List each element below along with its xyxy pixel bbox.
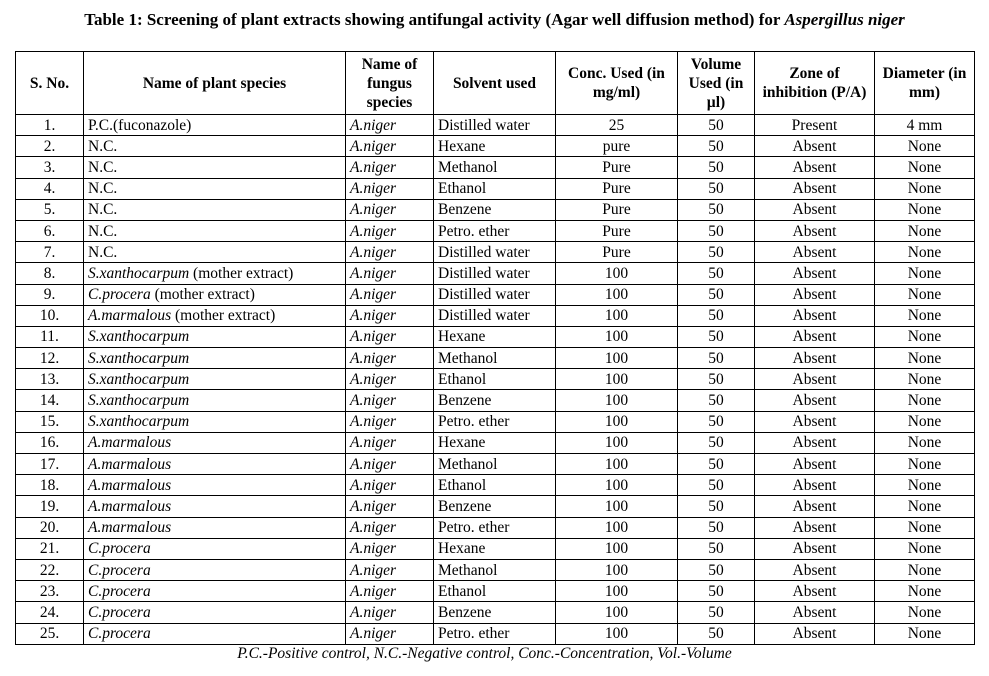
cell-volume: 50 xyxy=(678,496,755,517)
species-italic: A.marmalous xyxy=(88,497,172,515)
cell-volume: 50 xyxy=(678,115,755,136)
cell-conc: 100 xyxy=(556,623,678,644)
cell-volume: 50 xyxy=(678,284,755,305)
cell-species xyxy=(84,305,346,326)
cell-solvent: Distilled water xyxy=(434,242,556,263)
species-suffix: (mother extract) xyxy=(150,286,255,304)
cell-zone: Absent xyxy=(755,496,875,517)
cell-solvent: Distilled water xyxy=(434,284,556,305)
cell-species xyxy=(84,623,346,644)
header-conc: Conc. Used (in mg/ml) xyxy=(556,52,678,115)
cell-fungus: A.niger xyxy=(346,496,434,517)
species-name: N.C. xyxy=(88,180,118,198)
cell-species xyxy=(84,581,346,602)
cell-fungus: A.niger xyxy=(346,411,434,432)
cell-sno: 5. xyxy=(16,199,84,220)
cell-solvent: Benzene xyxy=(434,199,556,220)
cell-zone: Absent xyxy=(755,305,875,326)
species-italic: S.xanthocarpum xyxy=(88,413,190,431)
cell-conc: 100 xyxy=(556,284,678,305)
cell-sno: 12. xyxy=(16,348,84,369)
cell-diameter: None xyxy=(875,602,975,623)
cell-sno: 7. xyxy=(16,242,84,263)
species-name: N.C. xyxy=(88,243,118,261)
cell-sno: 17. xyxy=(16,454,84,475)
species-name: N.C. xyxy=(88,158,118,176)
cell-volume: 50 xyxy=(678,581,755,602)
species-italic: C.procera xyxy=(88,603,151,621)
cell-conc: Pure xyxy=(556,199,678,220)
species-suffix: (mother extract) xyxy=(189,264,294,282)
cell-zone: Absent xyxy=(755,432,875,453)
species-italic: S.xanthocarpum xyxy=(88,264,190,282)
cell-zone: Absent xyxy=(755,411,875,432)
cell-volume: 50 xyxy=(678,623,755,644)
species-suffix: (mother extract) xyxy=(171,307,276,325)
cell-solvent: Ethanol xyxy=(434,178,556,199)
cell-sno: 16. xyxy=(16,432,84,453)
cell-diameter: None xyxy=(875,559,975,580)
cell-conc: 100 xyxy=(556,369,678,390)
cell-diameter: None xyxy=(875,496,975,517)
table-row xyxy=(16,432,975,453)
cell-solvent: Methanol xyxy=(434,559,556,580)
cell-volume: 50 xyxy=(678,305,755,326)
cell-conc: Pure xyxy=(556,178,678,199)
cell-species xyxy=(84,263,346,284)
species-italic: A.marmalous xyxy=(88,455,172,473)
cell-sno: 8. xyxy=(16,263,84,284)
table-row xyxy=(16,538,975,559)
cell-diameter: None xyxy=(875,326,975,347)
cell-species xyxy=(84,496,346,517)
cell-volume: 50 xyxy=(678,454,755,475)
cell-fungus: A.niger xyxy=(346,369,434,390)
results-table xyxy=(15,51,975,645)
cell-zone: Absent xyxy=(755,454,875,475)
cell-fungus: A.niger xyxy=(346,178,434,199)
cell-species xyxy=(84,348,346,369)
cell-species xyxy=(84,369,346,390)
cell-solvent: Hexane xyxy=(434,538,556,559)
table-row xyxy=(16,136,975,157)
cell-conc: 25 xyxy=(556,115,678,136)
table-row xyxy=(16,496,975,517)
cell-fungus: A.niger xyxy=(346,475,434,496)
cell-species xyxy=(84,326,346,347)
cell-zone: Absent xyxy=(755,178,875,199)
cell-solvent: Petro. ether xyxy=(434,517,556,538)
table-row xyxy=(16,369,975,390)
table-row xyxy=(16,411,975,432)
cell-conc: Pure xyxy=(556,220,678,241)
cell-zone: Absent xyxy=(755,623,875,644)
cell-conc: 100 xyxy=(556,326,678,347)
cell-zone: Present xyxy=(755,115,875,136)
cell-volume: 50 xyxy=(678,199,755,220)
cell-diameter: None xyxy=(875,432,975,453)
cell-sno: 1. xyxy=(16,115,84,136)
cell-solvent: Methanol xyxy=(434,348,556,369)
cell-fungus: A.niger xyxy=(346,538,434,559)
cell-solvent: Distilled water xyxy=(434,115,556,136)
table-row xyxy=(16,326,975,347)
cell-zone: Absent xyxy=(755,348,875,369)
cell-volume: 50 xyxy=(678,242,755,263)
cell-species xyxy=(84,432,346,453)
header-volume: Volume Used (in µl) xyxy=(678,52,755,115)
species-name: N.C. xyxy=(88,201,118,219)
cell-zone: Absent xyxy=(755,559,875,580)
cell-species xyxy=(84,538,346,559)
cell-sno: 22. xyxy=(16,559,84,580)
cell-sno: 11. xyxy=(16,326,84,347)
cell-volume: 50 xyxy=(678,326,755,347)
cell-sno: 21. xyxy=(16,538,84,559)
species-italic: A.marmalous xyxy=(88,519,172,537)
table-row xyxy=(16,263,975,284)
cell-species xyxy=(84,136,346,157)
species-italic: S.xanthocarpum xyxy=(88,328,190,346)
cell-species xyxy=(84,220,346,241)
cell-conc: 100 xyxy=(556,496,678,517)
cell-zone: Absent xyxy=(755,538,875,559)
cell-conc: 100 xyxy=(556,581,678,602)
cell-sno: 24. xyxy=(16,602,84,623)
cell-solvent: Ethanol xyxy=(434,369,556,390)
cell-conc: 100 xyxy=(556,432,678,453)
cell-solvent: Distilled water xyxy=(434,263,556,284)
cell-zone: Absent xyxy=(755,369,875,390)
table-row xyxy=(16,220,975,241)
cell-solvent: Benzene xyxy=(434,602,556,623)
cell-solvent: Benzene xyxy=(434,390,556,411)
species-italic: C.procera xyxy=(88,561,151,579)
species-italic: C.procera xyxy=(88,582,151,600)
cell-sno: 23. xyxy=(16,581,84,602)
cell-volume: 50 xyxy=(678,390,755,411)
species-name: N.C. xyxy=(88,222,118,240)
cell-diameter: 4 mm xyxy=(875,115,975,136)
cell-sno: 18. xyxy=(16,475,84,496)
cell-solvent: Methanol xyxy=(434,157,556,178)
cell-species xyxy=(84,157,346,178)
cell-zone: Absent xyxy=(755,220,875,241)
header-fungus: Name of fungus species xyxy=(346,52,434,115)
cell-sno: 13. xyxy=(16,369,84,390)
cell-zone: Absent xyxy=(755,390,875,411)
cell-zone: Absent xyxy=(755,242,875,263)
cell-fungus: A.niger xyxy=(346,199,434,220)
cell-species xyxy=(84,390,346,411)
cell-zone: Absent xyxy=(755,326,875,347)
cell-species xyxy=(84,178,346,199)
cell-sno: 6. xyxy=(16,220,84,241)
cell-species xyxy=(84,284,346,305)
table-row xyxy=(16,623,975,644)
cell-volume: 50 xyxy=(678,475,755,496)
table-row xyxy=(16,115,975,136)
header-zone: Zone of inhibition (P/A) xyxy=(755,52,875,115)
cell-conc: 100 xyxy=(556,411,678,432)
cell-solvent: Benzene xyxy=(434,496,556,517)
cell-fungus: A.niger xyxy=(346,348,434,369)
cell-fungus: A.niger xyxy=(346,454,434,475)
header-species: Name of plant species xyxy=(84,52,346,115)
table-body xyxy=(16,115,975,645)
cell-species xyxy=(84,411,346,432)
cell-volume: 50 xyxy=(678,538,755,559)
table-row xyxy=(16,475,975,496)
cell-diameter: None xyxy=(875,284,975,305)
cell-diameter: None xyxy=(875,517,975,538)
cell-diameter: None xyxy=(875,348,975,369)
cell-fungus: A.niger xyxy=(346,305,434,326)
cell-volume: 50 xyxy=(678,220,755,241)
table-row xyxy=(16,305,975,326)
cell-sno: 14. xyxy=(16,390,84,411)
cell-fungus: A.niger xyxy=(346,623,434,644)
header-sno: S. No. xyxy=(16,52,84,115)
cell-conc: 100 xyxy=(556,454,678,475)
cell-solvent: Ethanol xyxy=(434,475,556,496)
table-row xyxy=(16,157,975,178)
table-row xyxy=(16,178,975,199)
species-name: P.C.(fuconazole) xyxy=(88,116,192,134)
cell-zone: Absent xyxy=(755,581,875,602)
cell-diameter: None xyxy=(875,475,975,496)
cell-species xyxy=(84,517,346,538)
cell-solvent: Hexane xyxy=(434,136,556,157)
species-italic: C.procera xyxy=(88,286,151,304)
cell-diameter: None xyxy=(875,623,975,644)
title-organism: Aspergillus niger xyxy=(784,10,905,29)
species-italic: S.xanthocarpum xyxy=(88,370,190,388)
cell-conc: 100 xyxy=(556,263,678,284)
cell-sno: 2. xyxy=(16,136,84,157)
cell-fungus: A.niger xyxy=(346,559,434,580)
cell-diameter: None xyxy=(875,220,975,241)
cell-fungus: A.niger xyxy=(346,284,434,305)
cell-volume: 50 xyxy=(678,411,755,432)
cell-sno: 10. xyxy=(16,305,84,326)
cell-diameter: None xyxy=(875,411,975,432)
cell-fungus: A.niger xyxy=(346,136,434,157)
table-row xyxy=(16,581,975,602)
cell-fungus: A.niger xyxy=(346,581,434,602)
table-row xyxy=(16,559,975,580)
cell-species xyxy=(84,454,346,475)
cell-solvent: Petro. ether xyxy=(434,623,556,644)
table-header xyxy=(16,52,975,115)
cell-volume: 50 xyxy=(678,369,755,390)
table-row xyxy=(16,517,975,538)
table-row xyxy=(16,602,975,623)
cell-species xyxy=(84,559,346,580)
cell-volume: 50 xyxy=(678,432,755,453)
cell-fungus: A.niger xyxy=(346,242,434,263)
cell-volume: 50 xyxy=(678,136,755,157)
cell-volume: 50 xyxy=(678,263,755,284)
cell-volume: 50 xyxy=(678,559,755,580)
cell-diameter: None xyxy=(875,136,975,157)
cell-species xyxy=(84,115,346,136)
cell-fungus: A.niger xyxy=(346,602,434,623)
cell-fungus: A.niger xyxy=(346,432,434,453)
table-footnote: P.C.-Positive control, N.C.-Negative control, Conc.-Concentration, Vol.-Volume xyxy=(237,645,732,662)
species-name: N.C. xyxy=(88,137,118,155)
cell-conc: 100 xyxy=(556,305,678,326)
species-italic: A.marmalous xyxy=(88,476,172,494)
header-diameter: Diameter (in mm) xyxy=(875,52,975,115)
cell-conc: pure xyxy=(556,136,678,157)
cell-species xyxy=(84,242,346,263)
cell-zone: Absent xyxy=(755,157,875,178)
cell-diameter: None xyxy=(875,369,975,390)
cell-conc: Pure xyxy=(556,157,678,178)
cell-solvent: Methanol xyxy=(434,454,556,475)
table-title xyxy=(0,10,989,30)
cell-volume: 50 xyxy=(678,178,755,199)
cell-sno: 15. xyxy=(16,411,84,432)
cell-sno: 20. xyxy=(16,517,84,538)
cell-fungus: A.niger xyxy=(346,157,434,178)
cell-diameter: None xyxy=(875,581,975,602)
cell-zone: Absent xyxy=(755,136,875,157)
cell-volume: 50 xyxy=(678,517,755,538)
cell-solvent: Petro. ether xyxy=(434,411,556,432)
table-row xyxy=(16,199,975,220)
species-italic: C.procera xyxy=(88,625,151,643)
cell-diameter: None xyxy=(875,454,975,475)
cell-diameter: None xyxy=(875,157,975,178)
cell-diameter: None xyxy=(875,390,975,411)
table-row xyxy=(16,390,975,411)
cell-zone: Absent xyxy=(755,263,875,284)
cell-zone: Absent xyxy=(755,517,875,538)
cell-conc: 100 xyxy=(556,390,678,411)
cell-diameter: None xyxy=(875,305,975,326)
species-italic: S.xanthocarpum xyxy=(88,392,190,410)
cell-zone: Absent xyxy=(755,602,875,623)
cell-diameter: None xyxy=(875,263,975,284)
cell-diameter: None xyxy=(875,538,975,559)
cell-conc: 100 xyxy=(556,517,678,538)
cell-zone: Absent xyxy=(755,284,875,305)
cell-solvent: Hexane xyxy=(434,432,556,453)
header-solvent: Solvent used xyxy=(434,52,556,115)
cell-species xyxy=(84,199,346,220)
species-italic: A.marmalous xyxy=(88,434,172,452)
species-italic: S.xanthocarpum xyxy=(88,349,190,367)
cell-solvent: Distilled water xyxy=(434,305,556,326)
cell-fungus: A.niger xyxy=(346,263,434,284)
cell-conc: 100 xyxy=(556,602,678,623)
cell-zone: Absent xyxy=(755,475,875,496)
cell-diameter: None xyxy=(875,242,975,263)
table-row xyxy=(16,284,975,305)
cell-volume: 50 xyxy=(678,602,755,623)
cell-sno: 25. xyxy=(16,623,84,644)
cell-conc: 100 xyxy=(556,348,678,369)
species-italic: C.procera xyxy=(88,540,151,558)
cell-fungus: A.niger xyxy=(346,220,434,241)
cell-species xyxy=(84,475,346,496)
cell-fungus: A.niger xyxy=(346,390,434,411)
cell-sno: 4. xyxy=(16,178,84,199)
cell-fungus: A.niger xyxy=(346,115,434,136)
cell-volume: 50 xyxy=(678,348,755,369)
table-row xyxy=(16,242,975,263)
cell-diameter: None xyxy=(875,178,975,199)
table-row xyxy=(16,454,975,475)
cell-solvent: Ethanol xyxy=(434,581,556,602)
cell-diameter: None xyxy=(875,199,975,220)
title-prefix: Table 1: Screening of plant extracts showing antifungal activity (Agar well diffusion method) for xyxy=(84,10,785,29)
cell-solvent: Petro. ether xyxy=(434,220,556,241)
cell-conc: 100 xyxy=(556,538,678,559)
cell-conc: 100 xyxy=(556,559,678,580)
cell-zone: Absent xyxy=(755,199,875,220)
cell-sno: 3. xyxy=(16,157,84,178)
cell-species xyxy=(84,602,346,623)
cell-sno: 9. xyxy=(16,284,84,305)
cell-sno: 19. xyxy=(16,496,84,517)
cell-fungus: A.niger xyxy=(346,326,434,347)
cell-conc: Pure xyxy=(556,242,678,263)
cell-fungus: A.niger xyxy=(346,517,434,538)
cell-solvent: Hexane xyxy=(434,326,556,347)
cell-volume: 50 xyxy=(678,157,755,178)
header-row xyxy=(16,52,975,115)
table-row xyxy=(16,348,975,369)
cell-conc: 100 xyxy=(556,475,678,496)
species-italic: A.marmalous xyxy=(88,307,172,325)
